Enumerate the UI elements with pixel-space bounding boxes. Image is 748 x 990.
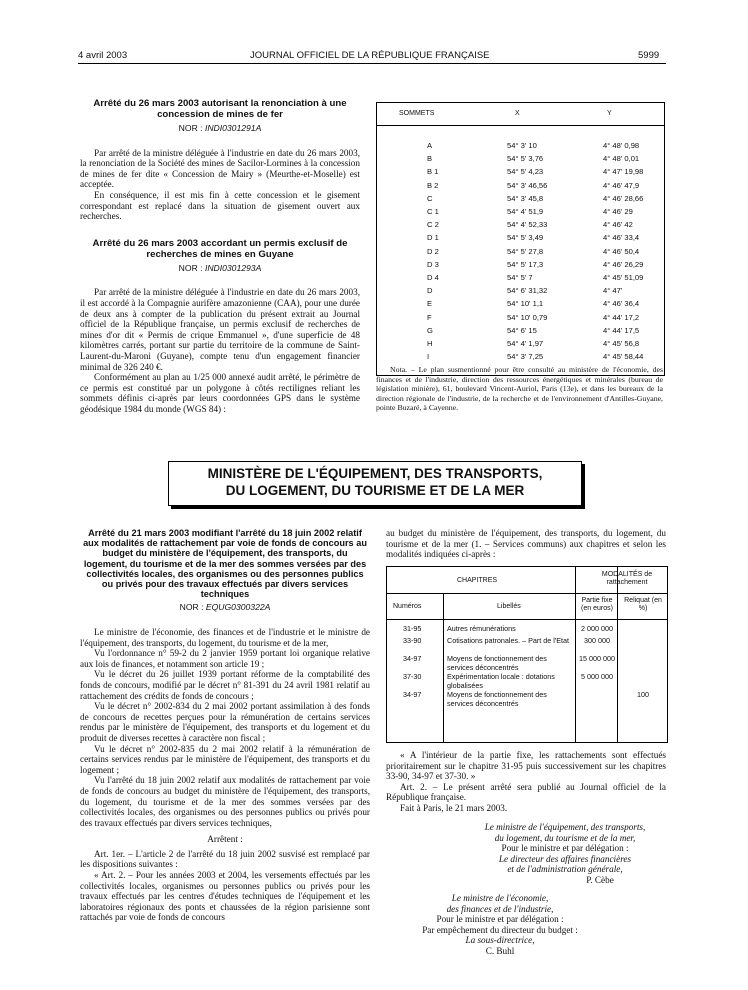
y-cell: 4° 48' 0,01 [603, 154, 640, 164]
x-cell: 54° 3' 7,25 [507, 352, 544, 362]
chapitre-fixe-cell: 300 000 [584, 636, 610, 645]
header-chapitres: CHAPITRES [457, 577, 498, 584]
table-row [377, 246, 664, 257]
sommet-cell: D 1 [427, 233, 439, 243]
y-cell: 4° 47' [603, 286, 623, 296]
table-row [377, 232, 664, 243]
sommet-cell: I [427, 352, 430, 362]
sommet-cell: H [427, 339, 433, 348]
header-reliquat: Reliquat (en %) [624, 597, 662, 612]
y-cell: 4° 46' 33,4 [603, 233, 640, 243]
y-cell: 4° 45' 51,09 [603, 273, 644, 282]
chapitre-num-cell: 31-95 [403, 624, 422, 633]
ministry-banner [168, 461, 582, 506]
coordinates-table [376, 102, 665, 376]
x-cell: 54° 4' 52,33 [507, 220, 548, 230]
article1-nor: NOR : INDI0301291A [178, 123, 262, 133]
x-cell: 54° 5' 4,23 [507, 167, 544, 177]
paragraph: Par arrêté de la ministre déléguée à l'industrie en date du 26 mars 2003, il est accordé à la Compagnie aurifère amazonienne (CAA), pour une durée de deux ans à compter de la publication du présent extrait au Journal officiel de la République française, un permis exclusif de recherches de mines d'or dit « Permis de crique Emmanuel », d'une superficie de 48 kilomètres carrés, portant sur partie du territoire de la commune de Saint-Laurent-du-Maroni (Guyane), compte tenu d'un engagement financier minimal de 326 240 €. [80, 287, 360, 372]
y-cell: 4° 46' 29 [603, 207, 633, 216]
table-row [377, 180, 664, 191]
chapitre-lib-cell: Moyens de fonctionnement des services déconcentrés [447, 690, 547, 708]
sommet-cell: D [427, 286, 433, 296]
y-cell: 4° 46' 26,29 [603, 259, 644, 269]
sommet-cell: C 2 [427, 220, 439, 230]
chapitre-num-cell: 37-30 [403, 672, 422, 681]
article3-title: Arrêté du 21 mars 2003 modifiant l'arrêté du 18 juin 2002 relatif aux modalités de rattachement par voie de fonds de concours au budget du ministère de l'équipement, des transports, du logement, du tourisme et de la mer des sommes versées par des collectivités locales, des organismes ou des personnes publics ou privés pour des travaux effectués par divers services techniques [83, 528, 367, 600]
y-cell: 4° 46' 42 [603, 220, 633, 230]
signature-block-2: Le ministre de l'économie, des finances et de l'industrie, Pour le ministre et par délégation : Par empêchement du directeur du budget : La sous-directrice, C. Buhl [420, 893, 580, 957]
right-intro [386, 528, 666, 560]
x-cell: 54° 3' 10 [507, 141, 537, 150]
table-row [377, 219, 664, 230]
table-row [377, 298, 664, 309]
table-row [377, 166, 664, 177]
nota-text: Nota. – Le plan susmentionné pour être consulté au ministère de l'économie, des finances et de l'industrie, direction des ressources énergétiques et minérales (bureau de législation minière), 61, boulevard Vincent-Auriol, Paris (13e), et dans les bureaux de la direction régionale de l'industrie, de la recherche et de l'environnement d'Antilles-Guyane, pointe Buzaré, à Cayenne. [376, 365, 663, 413]
table-row [377, 206, 664, 217]
signature-date: Fait à Paris, le 21 mars 2003. [400, 802, 508, 813]
left-column-top [80, 98, 360, 414]
header-numeros: Numéros [393, 603, 422, 610]
ministry-line-1: MINISTÈRE DE L'ÉQUIPEMENT, DES TRANSPORTS, [207, 466, 543, 481]
journal-title: JOURNAL OFFICIEL DE LA RÉPUBLIQUE FRANÇAISE [250, 50, 490, 61]
right-column-bottom [386, 750, 666, 814]
signatory-name: C. Buhl [485, 945, 515, 956]
signature-block-1: Le ministre de l'équipement, des transports, du logement, du tourisme et de la mer, Pour le ministre et par délégation : Le directeur des affaires financières et de l'administration générale, P. Cèbe [440, 822, 690, 886]
sommet-cell: C [427, 193, 433, 203]
table-row [377, 272, 664, 283]
table-row [377, 351, 664, 362]
paragraph: Vu le décret n° 2002-835 du 2 mai 2002 relatif à la rémunération de certains services rendus par le ministère de l'équipement, des transports et du logement ; [80, 743, 370, 775]
x-cell: 54° 4' 51,9 [507, 207, 544, 216]
x-cell: 54° 5' 7 [507, 273, 533, 282]
sommet-cell: D 3 [427, 259, 439, 269]
sommet-cell: E [427, 299, 433, 309]
y-cell: 4° 44' 17,5 [603, 325, 640, 335]
x-cell: 54° 10' 0,79 [507, 312, 548, 322]
nor-code: EQUG0300322A [205, 602, 271, 613]
article-2-quote: « Art. 2. – Pour les années 2003 et 2004, les versements effectués par les collectivités locales, organismes ou personnes publics ou privés pour les travaux effectués par les centres d'études techniques de l'équipement et les laboratoires régionaux des ponts et chaussées de la région parisienne sont rattachés par voie de fonds de concours [80, 870, 370, 923]
arretent: Arrêtent : [207, 834, 243, 845]
table-row [377, 312, 664, 323]
x-cell: 54° 3' 46,56 [507, 180, 548, 190]
sommet-cell: F [427, 312, 432, 322]
paragraph: En conséquence, il est mis fin à cette concession et le gisement correspondant est replacé dans la situation de gisement ouvert aux recherches. [80, 189, 360, 222]
col-sommets: SOMMETS [399, 110, 435, 117]
table-row [377, 325, 664, 336]
paragraph: au budget du ministère de l'équipement, des transports, du logement, du tourisme et de la mer (1. – Services communs) aux chapitres et selon les modalités indiquées ci-après : [386, 528, 666, 560]
header-partie-fixe: Partie fixe (en euros) [581, 597, 613, 612]
sommet-cell: G [427, 325, 433, 335]
header-rule [78, 63, 666, 64]
chapitres-table [386, 566, 668, 743]
x-cell: 54° 3' 45,8 [507, 193, 544, 203]
y-cell: 4° 46' 36,4 [603, 299, 640, 309]
x-cell: 54° 5' 17,3 [507, 259, 544, 269]
x-cell: 54° 6' 31,32 [507, 286, 548, 296]
y-cell: 4° 46' 47,9 [603, 180, 640, 190]
chapitre-num-cell: 34-97 [403, 654, 422, 663]
article-2: Art. 2. – Le présent arrêté sera publié au Journal officiel de la République française. [386, 781, 666, 803]
chapitre-lib-cell: Autres rémunérations [447, 624, 516, 633]
sommet-cell: B [427, 154, 433, 164]
page-number: 5999 [638, 50, 660, 61]
y-cell: 4° 45' 58,44 [603, 352, 644, 362]
left-column-bottom [80, 528, 370, 923]
sommet-cell: D 4 [427, 273, 439, 282]
article-1: Art. 1er. – L'article 2 de l'arrêté du 18 juin 2002 susvisé est remplacé par les dispositions suivantes : [80, 848, 370, 870]
table-header [377, 103, 664, 126]
paragraph: Vu le décret du 26 juillet 1939 portant réforme de la comptabilité des fonds de concours, modifié par le décret n° 81-391 du 24 avril 1981 relatif au rattachement des crédits de fonds de concours ; [80, 669, 370, 701]
paragraph: Vu l'arrêté du 18 juin 2002 relatif aux modalités de rattachement par voie de fonds de concours au budget du ministère de l'équipement, des transports, du logement, du tourisme et de la mer des sommes versées par des collectivités locales, des organismes ou des personnes publics ou privés pour des travaux effectués par divers services techniques, [80, 775, 370, 828]
chapitre-rel-cell: 100 [637, 690, 649, 699]
y-cell: 4° 48' 0,98 [603, 141, 640, 150]
chapitre-lib-cell: Moyens de fonctionnement des services déconcentrés [447, 654, 547, 672]
table-row [377, 338, 664, 349]
col-x: X [515, 110, 520, 117]
chapitre-lib-cell: Expérimentation locale : dotations globalisées [447, 672, 555, 690]
ministry-line-2: DU LOGEMENT, DU TOURISME ET DE LA MER [225, 483, 525, 498]
y-cell: 4° 44' 17,2 [603, 312, 640, 322]
chapitre-fixe-cell: 2 000 000 [581, 624, 613, 633]
chapitre-lib-cell: Cotisations patronales. – Part de l'Etat [447, 636, 570, 645]
article3-nor: NOR : EQUG0300322A [179, 602, 271, 613]
article2-title: Arrêté du 26 mars 2003 accordant un permis exclusif de recherches de mines en Guyane [92, 237, 348, 260]
col-y: Y [607, 110, 612, 117]
y-cell: 4° 47' 19,98 [603, 167, 644, 177]
chapitre-fixe-cell: 15 000 000 [579, 654, 615, 663]
header-date: 4 avril 2003 [78, 50, 128, 61]
x-cell: 54° 10' 1,1 [507, 299, 544, 309]
chapitre-num-cell: 34-97 [403, 690, 422, 699]
sommet-cell: D 2 [427, 246, 439, 256]
table-row [377, 153, 664, 164]
header-libelles: Libellés [497, 603, 521, 610]
paragraph: Le ministre de l'économie, des finances et de l'industrie et le ministre de l'équipement, des transports, du logement, du tourisme et de la mer, [80, 627, 370, 648]
paragraph: « A l'intérieur de la partie fixe, les rattachements sont effectués prioritairement sur le chapitre 31-95 puis successivement sur les chapitres 33-90, 34-97 et 37-30. » [386, 750, 666, 782]
x-cell: 54° 6' 15 [507, 325, 537, 335]
header-modalites: MODALITÉS de rattachement [601, 571, 653, 586]
chapitre-fixe-cell: 5 000 000 [581, 672, 613, 681]
sommet-cell: C 1 [427, 207, 439, 216]
table-row [377, 140, 664, 151]
nor-code: INDI0301291A [204, 123, 262, 133]
paragraph: Vu le décret n° 2002-834 du 2 mai 2002 portant assimilation à des fonds de concours de recettes perçues pour la rémunération de certains services rendus par le ministère de l'équipement, des transports et du logement et du produit de diverses recettes à caractère non fiscal ; [80, 701, 370, 743]
signatory-name: P. Cèbe [586, 874, 614, 885]
chapitre-num-cell: 33-90 [403, 636, 422, 645]
table-row [377, 193, 664, 204]
x-cell: 54° 4' 1,97 [507, 339, 544, 348]
y-cell: 4° 46' 50,4 [603, 246, 640, 256]
x-cell: 54° 5' 27,8 [507, 246, 544, 256]
sommet-cell: B 2 [427, 180, 439, 190]
paragraph: Vu l'ordonnance n° 59-2 du 2 janvier 1959 portant loi organique relative aux lois de finances, et notamment son article 19 ; [80, 648, 370, 669]
table-row [377, 259, 664, 270]
x-cell: 54° 5' 3,49 [507, 233, 544, 243]
nor-code: INDI0301293A [204, 262, 262, 273]
article2-nor: NOR : INDI0301293A [178, 262, 262, 273]
paragraph: Conformément au plan au 1/25 000 annexé audit arrêté, le périmètre de ce permis est constitué par un polygone à côtés rectilignes reliant les sommets définis ci-après par leurs coordonnées GPS dans le système géodésique 1984 du monde (WGS 84) : [80, 372, 360, 414]
sommet-cell: B 1 [427, 167, 439, 177]
article1-title: Arrêté du 26 mars 2003 autorisant la renonciation à une concession de mines de fer [93, 98, 347, 120]
y-cell: 4° 45' 56,8 [603, 339, 640, 348]
sommet-cell: A [427, 141, 433, 150]
y-cell: 4° 46' 28,66 [603, 193, 644, 203]
paragraph: Par arrêté de la ministre déléguée à l'industrie en date du 26 mars 2003, la renonciation de la Société des mines de Sacilor-Lormines à la concession de mines de fer dite « Concession de Mairy » (Meurthe-et-Moselle) est acceptée. [80, 147, 360, 190]
x-cell: 54° 5' 3,76 [507, 154, 544, 164]
table-row [377, 285, 664, 296]
